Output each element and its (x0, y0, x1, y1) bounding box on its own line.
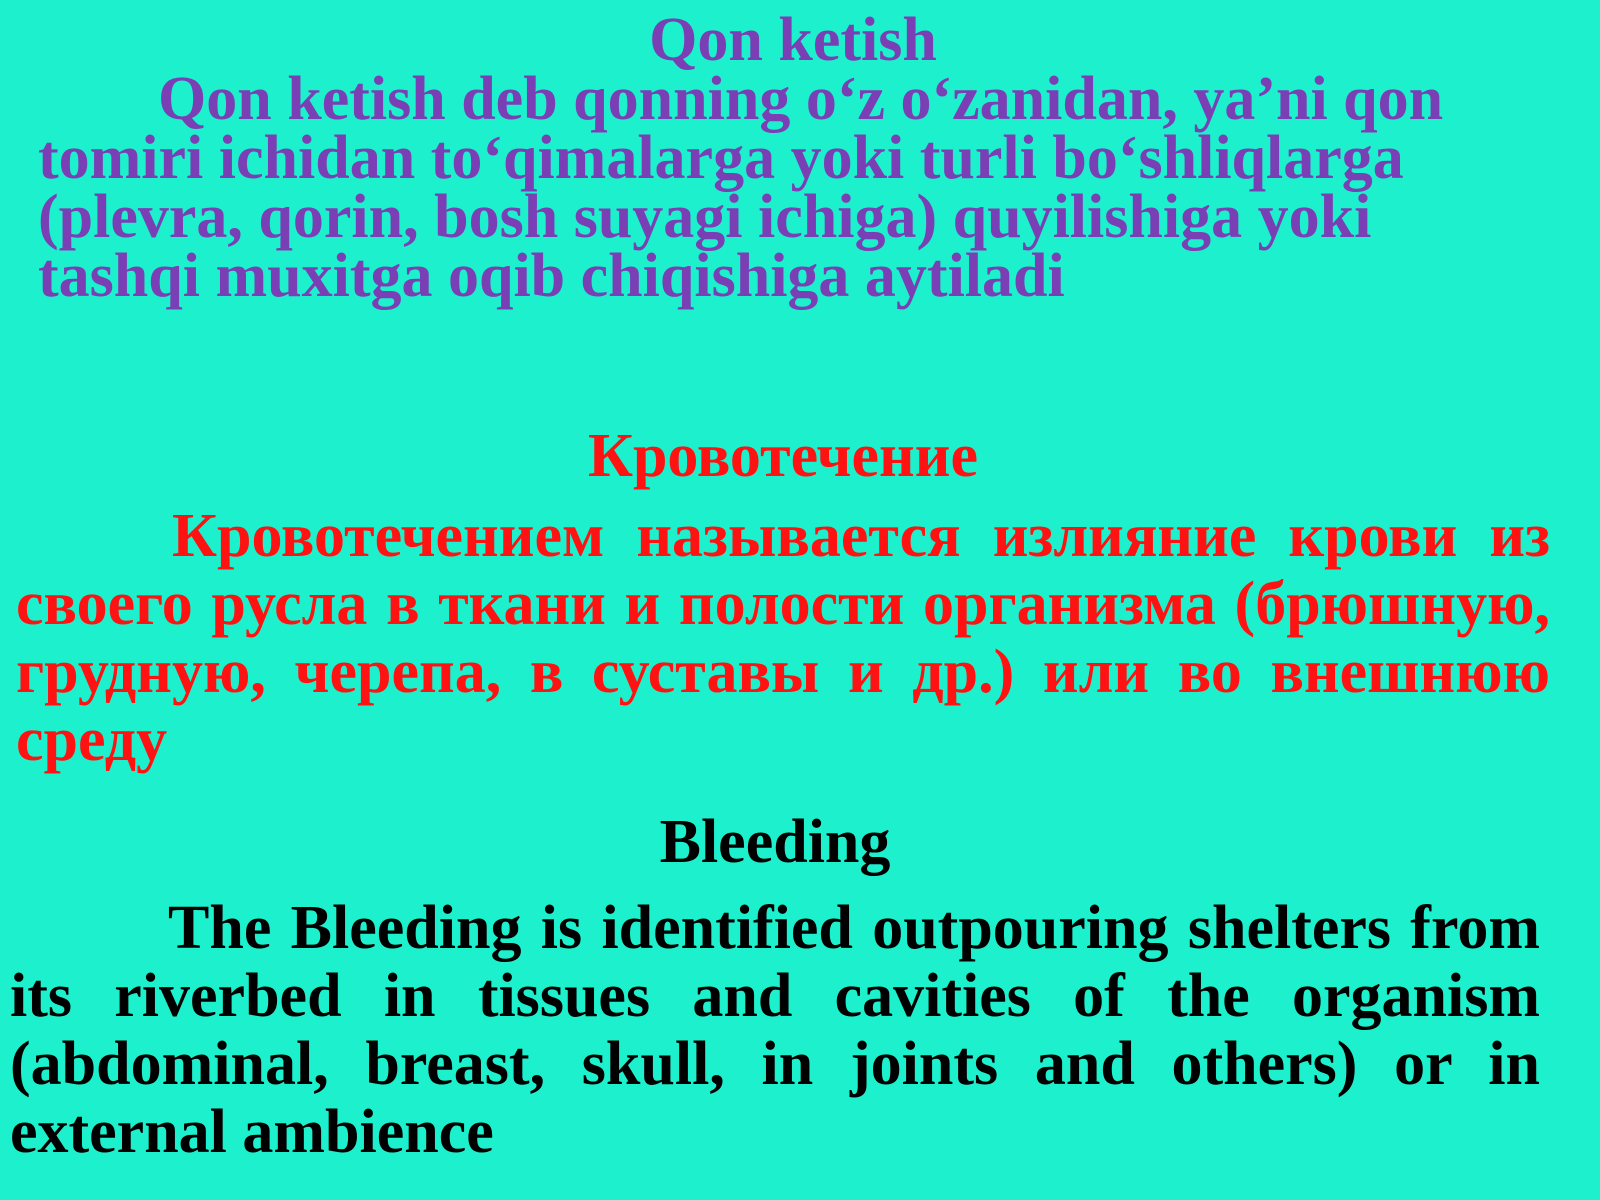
russian-definition: Кровотечением называется излияние крови из своего русла в ткани и полости организма (брюшную, грудную, черепа, в суставы и др.) или во внешнюю среду (16, 502, 1550, 774)
english-section (10, 804, 1540, 1166)
english-title: Bleeding (659, 808, 891, 876)
uzbek-title: Qon ketish (649, 6, 937, 74)
russian-title: Кровотечение (587, 422, 978, 490)
uzbek-section (38, 2, 1548, 310)
uzbek-definition: Qon ketish deb qonning o‘z o‘zanidan, ya’ni qon tomiri ichidan to‘qimalarga yoki turli bo‘shliqlarga (plevra, qorin, bosh suyagi ichiga) quyilishiga yoki tashqi muxitga oqib chiqishiga aytiladi (38, 65, 1444, 310)
english-definition: The Bleeding is identified outpouring shelters from its riverbed in tissues and cavities of the organism (abdominal, breast, skull, in joints and others) or in external ambience (10, 894, 1540, 1166)
russian-section (16, 418, 1550, 774)
